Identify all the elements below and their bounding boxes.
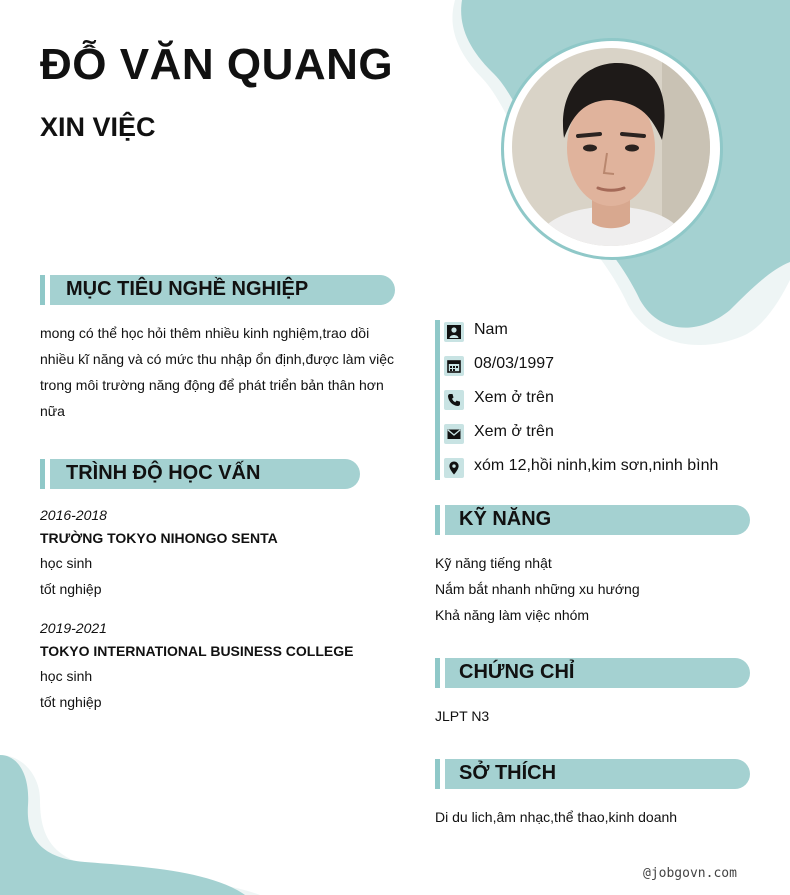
certificates-title: CHỨNG CHỈ (459, 661, 575, 683)
contact-birthdate-text: 08/03/1997 (474, 355, 555, 372)
skills-list (435, 550, 640, 628)
education-entry (40, 504, 400, 602)
skills-title: KỸ NĂNG (459, 508, 552, 530)
person-icon (444, 322, 464, 342)
heading-bar (40, 275, 45, 305)
contact-address-text: xóm 12,hồi ninh,kim sơn,ninh bình (474, 457, 719, 474)
contact-phone-text: Xem ở trên (474, 389, 554, 406)
hobbies-heading (435, 759, 750, 789)
envelope-icon (444, 424, 464, 444)
education-heading (40, 459, 360, 489)
phone-icon (444, 390, 464, 410)
contact-gender (444, 320, 774, 344)
education-school: TOKYO INTERNATIONAL BUSINESS COLLEGE (40, 643, 354, 659)
certificates-heading (435, 658, 750, 688)
hobby-item: Di du lich,âm nhạc,thể thao,kinh doanh (435, 809, 678, 825)
heading-bar (435, 505, 440, 535)
education-role: học sinh (40, 668, 93, 684)
heading-bar (40, 459, 45, 489)
candidate-name: ĐỖ VĂN QUANG (40, 40, 394, 89)
contact-email (444, 422, 774, 446)
education-result: tốt nghiệp (40, 694, 102, 710)
skills-heading (435, 505, 750, 535)
calendar-icon (444, 356, 464, 376)
hobbies-list (435, 804, 677, 830)
certificate-item: JLPT N3 (435, 708, 490, 724)
education-title: TRÌNH ĐỘ HỌC VẤN (66, 462, 261, 484)
education-result: tốt nghiệp (40, 581, 102, 597)
skill-item: Nắm bắt nhanh những xu hướng (435, 581, 640, 597)
location-pin-icon (444, 458, 464, 478)
contact-bar (435, 320, 440, 480)
skill-item: Kỹ năng tiếng nhật (435, 555, 552, 571)
hobbies-title: SỞ THÍCH (459, 762, 557, 784)
certificates-list (435, 703, 489, 729)
contact-gender-text: Nam (474, 321, 508, 338)
contact-email-text: Xem ở trên (474, 423, 554, 440)
contact-birthdate (444, 354, 774, 378)
objective-text: mong có thể học hỏi thêm nhiều kinh nghiệm,trao dồi nhiều kĩ năng và có mức thu nhập ổn định,được làm việc trong môi trường năng động để phát triển bản thân hơn nữa (40, 325, 395, 419)
objective-heading (40, 275, 395, 305)
contact-phone (444, 388, 774, 412)
contact-address (444, 456, 774, 480)
objective-title: MỤC TIÊU NGHỀ NGHIỆP (66, 278, 309, 300)
skill-item: Khả năng làm việc nhóm (435, 607, 590, 623)
watermark: @jobgovn.com (643, 866, 737, 881)
education-school: TRƯỜNG TOKYO NIHONGO SENTA (40, 530, 278, 546)
education-period: 2016-2018 (40, 507, 107, 523)
education-role: học sinh (40, 555, 93, 571)
document-subtitle: XIN VIỆC (40, 112, 156, 142)
education-period: 2019-2021 (40, 620, 107, 636)
profile-photo (512, 48, 710, 246)
education-entry (40, 617, 400, 715)
heading-bar (435, 658, 440, 688)
heading-bar (435, 759, 440, 789)
